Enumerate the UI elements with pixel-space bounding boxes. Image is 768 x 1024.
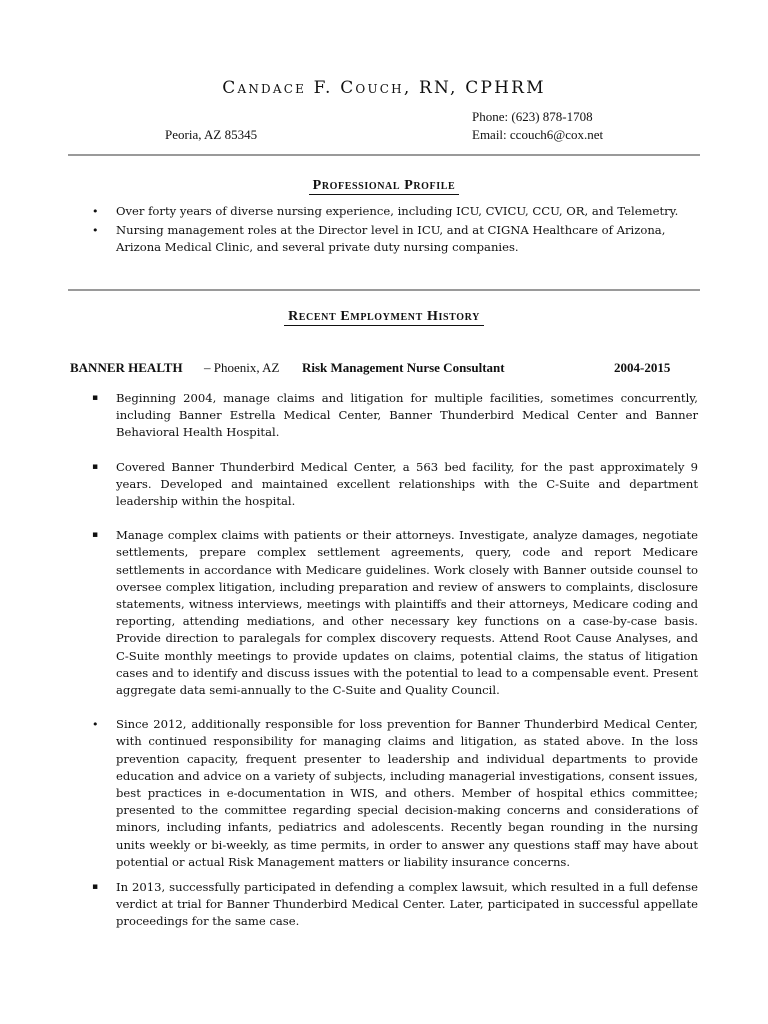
job-years: 2004-2015 [614, 360, 671, 375]
list-item [92, 716, 698, 871]
square-bullet-icon: ▪ [92, 393, 99, 403]
employer-name: BANNER HEALTH [70, 360, 183, 375]
bullet-icon: • [92, 224, 99, 237]
list-item [92, 390, 698, 442]
duties-list [92, 390, 698, 931]
duty-text: Manage complex claims with patients or their attorneys. Investigate, analyze damages, negotiate settlements, prepare complex settlement agreements, query, code and report Medicare settlements in accordance with Medicare guidelines. Work closely with Banner outside counsel to oversee complex litigation, including preparation and review of answers to complaints, disclosure statements, witness interviews, meetings with plaintiffs and their attorneys, Medicare coding and reporting, attending mediations, and other necessary key functions on a case-by-case basis. Provide direction to paralegals for complex discovery requests. Attend Root Cause Analyses, and C-Suite monthly meetings to provide updates on claims, potential claims, the status of litigation cases and to identify and discuss issues with the potential to lead to a compensable event. Present aggregate data semi-annually to the C-Suite and Quality Council. [116, 528, 698, 698]
header-divider [68, 154, 700, 156]
phone-number: Phone: (623) 878-1708 [472, 109, 593, 124]
profile-list [92, 203, 692, 258]
square-bullet-icon: ▪ [92, 530, 99, 541]
duty-text: Covered Banner Thunderbird Medical Center, a 563 bed facility, for the past approximately 9 years. Developed and maintained excellent relationships with the C-Suite and department leadership within the hospital. [116, 459, 698, 509]
job-title: Risk Management Nurse Consultant [302, 360, 505, 375]
location: Peoria, AZ 85345 [165, 127, 258, 142]
square-bullet-icon: ▪ [92, 461, 99, 472]
employment-section-title [0, 309, 768, 325]
duty-text: In 2013, successfully participated in defending a complex lawsuit, which resulted in a full defense verdict at trial for Banner Thunderbird Medical Center. Later, participated in successful appellate proceedings for the same case. [116, 880, 698, 929]
list-item [92, 459, 698, 511]
list-item [92, 203, 692, 220]
employer-location: – Phoenix, AZ [204, 360, 280, 375]
list-item [92, 527, 698, 699]
bullet-icon: • [92, 205, 99, 218]
profile-title-text: Professional Profile [309, 178, 460, 195]
list-item [92, 879, 698, 931]
profile-section-title [0, 178, 768, 194]
email-address: Email: ccouch6@cox.net [472, 127, 604, 142]
profile-item-text: Over forty years of diverse nursing experience, including ICU, CVICU, CCU, OR, and Telemetry. [116, 204, 679, 218]
employment-title-text: Recent Employment History [284, 309, 484, 326]
square-bullet-icon: ▪ [92, 882, 99, 893]
duty-text: Since 2012, additionally responsible for loss prevention for Banner Thunderbird Medical Center, with continued responsibility for managing claims and litigation, as stated above. In the loss prevention capacity, frequent presenter to leadership and individual departments to provide education and advice on a variety of subjects, including managerial investigations, consent issues, best practices in e-documentation in WIS, and others. Member of hospital ethics committee; presented to the committee regarding special decision-making concerns and considerations of minors, including infants, pediatrics and adolescents. Recently began rounding in the nursing units weekly or bi-weekly, as time permits, in order to answer any questions staff may have about potential or actual Risk Management matters or liability insurance concerns. [116, 717, 698, 869]
profile-divider [68, 289, 700, 291]
bullet-icon: • [92, 718, 99, 732]
profile-item-text: Nursing management roles at the Director level in ICU, and at CIGNA Healthcare of Arizona, Arizona Medical Clinic, and several private duty nursing companies. [116, 223, 666, 254]
duty-text: Beginning 2004, manage claims and litigation for multiple facilities, sometimes concurrently, including Banner Estrella Medical Center, Banner Thunderbird Medical Center and Banner Behavioral Health Hospital. [116, 391, 698, 440]
list-item [92, 222, 692, 256]
candidate-name: Candace F. Couch, RN, CPHRM [222, 78, 546, 98]
